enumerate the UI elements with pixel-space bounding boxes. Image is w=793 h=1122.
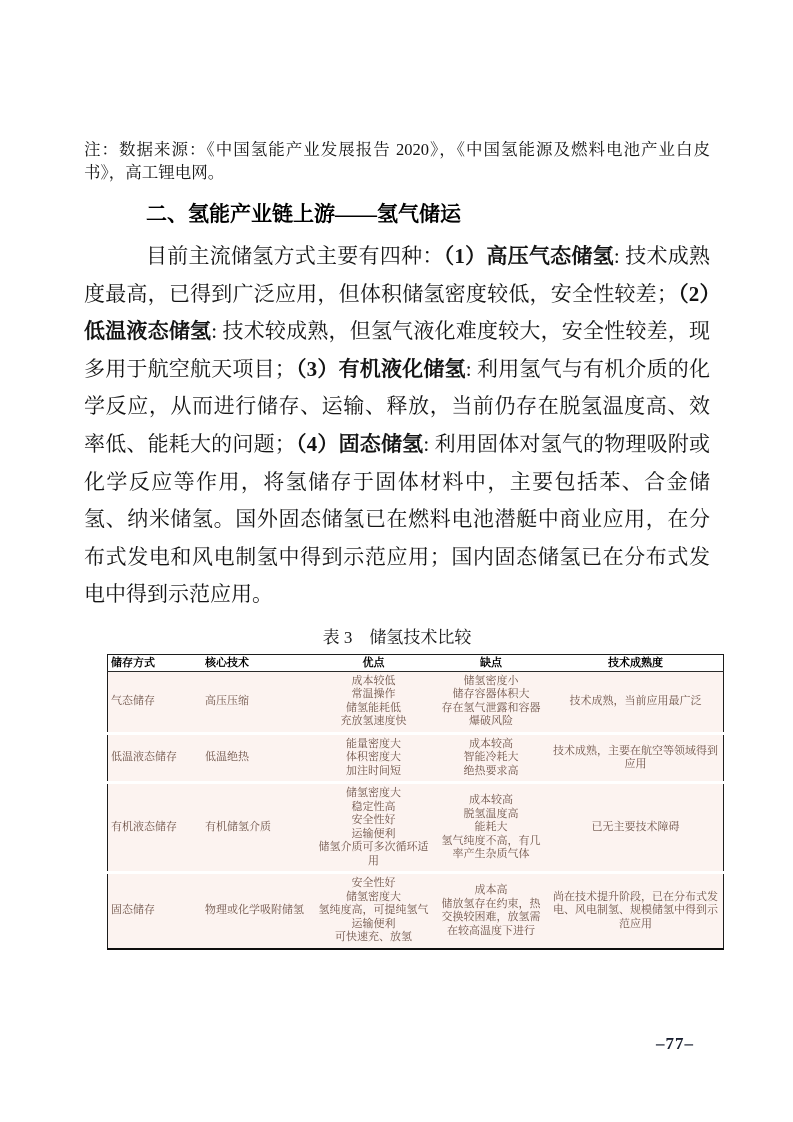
cell-line: 低温液态储存 — [111, 751, 177, 764]
cell-line: 有机储氢介质 — [205, 821, 271, 834]
cell-line: 成本较高 — [469, 737, 513, 750]
cell-line: 储氢密度大 — [346, 787, 401, 800]
cell-line: 成本较低 — [351, 674, 396, 687]
cell-method — [108, 671, 203, 733]
body-text: 目前主流储氢方式主要有四种： — [146, 244, 444, 268]
body-text: : 利用固体对氢气的物理吸附或化学反应等作用，将氢储存于固体材料中，主要包括苯、合金储氢、纳米储氢。国外固态储氢已在燃料电池潜艇中商业应用，在分布式发电和风电制氢中得到示范应用；国内固态储氢已在分布式发电中得到示范应用。 — [84, 431, 711, 607]
cell-line: 技术成熟，当前应用最广泛 — [569, 695, 702, 708]
cell-line: 储氢介质可多次循环适用 — [318, 841, 429, 867]
table-row — [108, 733, 724, 783]
body-text: : 技术较成熟，但氢气液化难度较大，安全性较差，现多用于航空航天项目； — [84, 319, 711, 381]
body-text: : 利用氢气与有机介质的化学反应，从而进行储存、运输、释放，当前仍存在脱氢温度高、效率低、能耗大的问题； — [84, 356, 710, 456]
bold-term: （2）低温液态储氢 — [84, 281, 711, 344]
cell-line: 可快速充、放氢 — [335, 931, 412, 944]
cell-line: 稳定性高 — [351, 800, 396, 813]
cell-line: 固态储存 — [111, 904, 155, 917]
section-heading: 二、氢能产业链上游——氢气储运 — [146, 202, 461, 226]
cell-line: 成本高 — [474, 884, 508, 897]
cell-line: 尚在技术提升阶段，已在分布式发电、风电制氢、规模储氢中得到示范应用 — [553, 890, 718, 930]
body-paragraph — [84, 238, 710, 614]
cell-line: 技术成熟，主要在航空等领域得到应用 — [553, 744, 718, 771]
cell-core-tech — [202, 873, 313, 949]
cell-advantages — [313, 733, 434, 783]
cell-line: 安全性好 — [351, 814, 396, 827]
cell-line: 体积密度大 — [346, 751, 401, 764]
cell-line: 气态储存 — [111, 695, 155, 708]
cell-advantages — [313, 783, 434, 873]
cell-line: 绝热要求高 — [463, 764, 519, 777]
cell-line: 加注时间短 — [346, 764, 401, 777]
cell-maturity — [548, 733, 724, 783]
cell-advantages — [313, 671, 434, 733]
cell-line: 氢气纯度不高，有几率产生杂质气体 — [441, 834, 541, 861]
cell-core-tech — [202, 733, 313, 783]
page-number: –77– — [656, 1034, 694, 1053]
column-header: 储存方式 — [108, 654, 203, 671]
page-content — [84, 138, 718, 950]
bold-term: （4）固态储氢 — [295, 431, 424, 456]
column-header: 核心技术 — [202, 654, 313, 671]
cell-advantages — [313, 873, 434, 949]
source-note: 注：数据来源：《中国氢能产业发展报告 2020》，《中国氢能源及燃料电池产业白皮书》，高工锂电网。 — [84, 140, 710, 182]
cell-disadvantages — [434, 733, 548, 783]
cell-line: 储存容器体积大 — [452, 688, 530, 701]
cell-line: 储氢密度大 — [346, 890, 401, 903]
cell-method — [108, 873, 203, 949]
cell-line: 高压压缩 — [205, 695, 249, 708]
cell-line: 脱氢温度高 — [463, 807, 519, 820]
cell-maturity — [548, 671, 724, 733]
cell-disadvantages — [434, 873, 548, 949]
cell-line: 能量密度大 — [346, 737, 401, 750]
column-header: 优点 — [313, 654, 434, 671]
table-row — [108, 671, 724, 733]
cell-method — [108, 783, 203, 873]
cell-line: 储氢密度小 — [463, 674, 519, 687]
bold-term: （1）高压气态储氢 — [443, 244, 614, 268]
table-row — [108, 783, 724, 873]
table-header — [108, 654, 724, 671]
cell-line: 智能冷耗大 — [463, 751, 519, 764]
body-text: : 技术成熟度最高，已得到广泛应用，但体积储氢密度较低，安全性较差； — [84, 244, 711, 306]
cell-line: 运输便利 — [351, 917, 396, 930]
cell-line: 存在氢气泄露和容器爆破风险 — [441, 701, 541, 728]
cell-line: 储氢能耗低 — [346, 701, 401, 714]
column-header: 技术成熟度 — [548, 654, 724, 671]
cell-line: 充放氢速度快 — [340, 715, 407, 728]
cell-line: 氢纯度高，可提纯氢气 — [318, 904, 429, 917]
table-header-row — [108, 654, 724, 671]
table-body — [108, 671, 724, 949]
cell-line: 低温绝热 — [205, 751, 249, 764]
cell-maturity — [548, 873, 724, 949]
cell-line: 安全性好 — [351, 877, 396, 890]
bold-term: （3）有机液化储氢 — [295, 356, 466, 381]
table-row — [108, 873, 724, 949]
cell-core-tech — [202, 783, 313, 873]
cell-disadvantages — [434, 783, 548, 873]
cell-line: 储放氢存在约束，热交换较困难，放氢需在较高温度下进行 — [441, 897, 541, 937]
cell-disadvantages — [434, 671, 548, 733]
storage-comparison-table — [107, 654, 724, 950]
cell-line: 运输便利 — [351, 827, 396, 840]
cell-line: 成本较高 — [469, 794, 513, 807]
cell-line: 能耗大 — [474, 821, 508, 834]
cell-maturity — [548, 783, 724, 873]
cell-line: 已无主要技术障碍 — [591, 821, 680, 834]
cell-line: 物理或化学吸附储氢 — [205, 904, 304, 917]
cell-line: 常温操作 — [351, 688, 396, 701]
cell-line: 有机液态储存 — [111, 821, 177, 834]
table-caption: 表 3 储氢技术比较 — [322, 627, 472, 647]
column-header: 缺点 — [434, 654, 548, 671]
cell-method — [108, 733, 203, 783]
cell-core-tech — [202, 671, 313, 733]
